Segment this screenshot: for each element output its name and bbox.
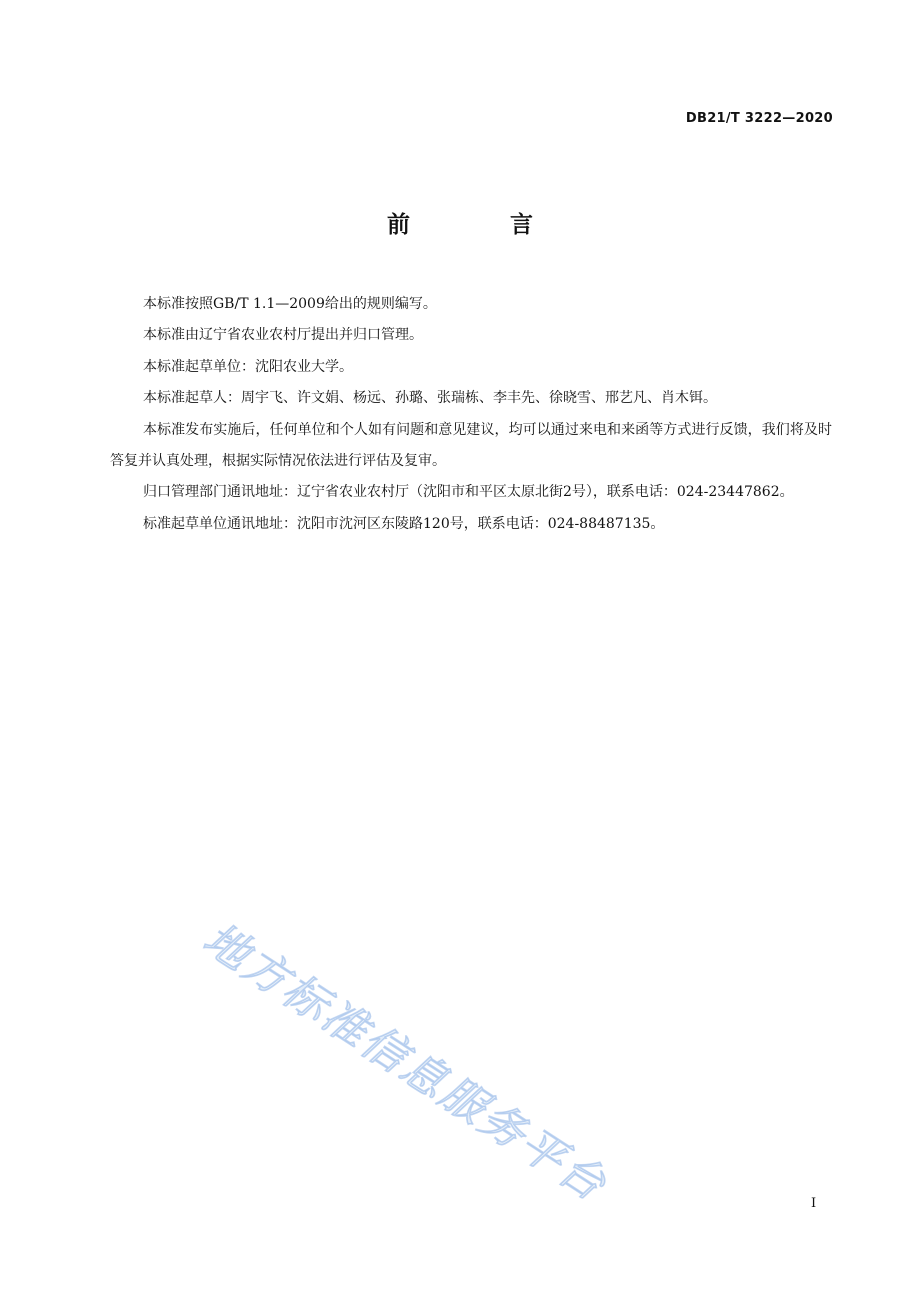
page-title: 前 言 <box>386 212 579 238</box>
paragraph-authority-address: 归口管理部门通讯地址：辽宁省农业农村厅（沈阳市和平区太原北街2号），联系电话：024-23447862。 <box>143 484 794 501</box>
paragraph-feedback: 本标准发布实施后，任何单位和个人如有问题和意见建议，均可以通过来电和来函等方式进行反馈，我们将及时答复并认真处理，根据实际情况依法进行评估及复审。 <box>110 421 832 470</box>
page-number: I <box>811 1196 817 1211</box>
preface-body <box>110 289 832 540</box>
paragraph-proposer: 本标准由辽宁省农业农村厅提出并归口管理。 <box>143 327 423 344</box>
paragraph-drafting-unit: 本标准起草单位：沈阳农业大学。 <box>143 358 353 375</box>
watermark-text: 地方标准信息服务平台 <box>194 913 617 1212</box>
standard-code: DB21/T 3222—2020 <box>685 111 833 126</box>
paragraph-drafting-unit-address: 标准起草单位通讯地址：沈阳市沈河区东陵路120号，联系电话：024-88487135。 <box>143 515 665 532</box>
paragraph-drafting-rules: 本标准按照GB/T 1.1—2009给出的规则编写。 <box>143 296 437 312</box>
paragraph-drafters: 本标准起草人：周宇飞、许文娟、杨远、孙璐、张瑞栋、李丰先、徐晓雪、邢艺凡、肖木铒。 <box>143 390 717 407</box>
